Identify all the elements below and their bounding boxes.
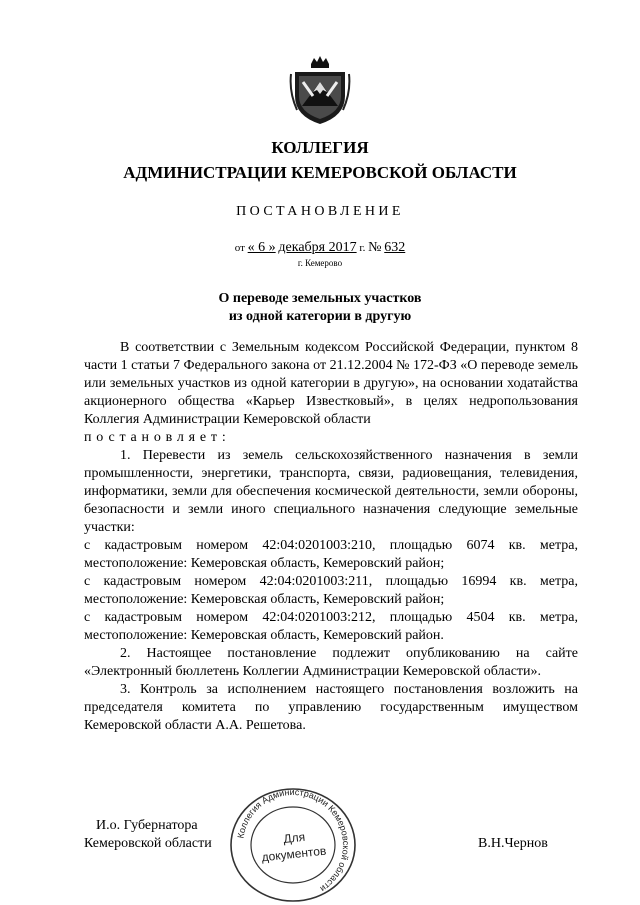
document-type: ПОСТАНОВЛЕНИЕ (236, 204, 404, 219)
header-line-2: АДМИНИСТРАЦИИ КЕМЕРОВСКОЙ ОБЛАСТИ (123, 163, 517, 182)
signatory-position-2: Кемеровской области (84, 836, 212, 851)
intro-paragraph: В соответствии с Земельным кодексом Российской Федерации, пунктом 8 части 1 статьи 7 Федерального закона от 21.12.2004 № 172-ФЗ «О переводе земель или земельных участков из одной категории в другую», на основании ходатайства акционерного общества «Карьер Известковый», в целях недропользования Коллегия Администрации Кемеровской области (84, 340, 578, 427)
parcel-1: с кадастровым номером 42:04:0201003:210, площадью 6074 кв. метра, местоположение: Кемеровская область, Кемеровский район; (84, 538, 578, 571)
date-day: « 6 » (247, 240, 276, 255)
official-stamp (226, 784, 360, 902)
signatory-position-1: И.о. Губернатора (96, 818, 198, 833)
parcel-2: с кадастровым номером 42:04:0201003:211, площадью 16994 кв. метра, местоположение: Кемеровская область, Кемеровский район; (84, 574, 578, 607)
coat-of-arms-emblem (289, 52, 351, 126)
stamp-center-line-1: Для (282, 829, 306, 846)
title-line-1: О переводе земельных участков (218, 291, 422, 306)
document-body (84, 339, 578, 735)
title-line-2: из одной категории в другую (228, 309, 412, 324)
signatory-name: В.Н.Чернов (478, 836, 548, 851)
city: г. Кемерово (297, 258, 343, 268)
stamp-center-line-2: документов (260, 843, 327, 865)
date-month-year: декабря 2017 (278, 240, 357, 255)
item-2: 2. Настоящее постановление подлежит опубликованию на сайте «Электронный бюллетень Коллегии Администрации Кемеровской области». (84, 646, 578, 679)
document-title (0, 290, 640, 326)
dateline (0, 240, 640, 256)
number-sign: № (368, 240, 382, 255)
item-3: 3. Контроль за исполнением настоящего постановления возложить на председателя комитета по управлению государственным имуществом Кемеровской области А.А. Решетова. (84, 682, 578, 733)
document-number: 632 (384, 240, 406, 255)
date-suffix: г. (359, 242, 366, 254)
item-1: 1. Перевести из земель сельскохозяйственного назначения в земли промышленности, энергетики, транспорта, связи, радиовещания, телевидения, информатики, земли для обеспечения космической деятельности, земли обороны, безопасности и земли иного специального назначения следующие земельные участки: (84, 448, 578, 535)
header-line-1: КОЛЛЕГИЯ (271, 138, 369, 157)
decree-word: постановляет: (84, 430, 231, 445)
parcel-3: с кадастровым номером 42:04:0201003:212, площадью 4504 кв. метра, местоположение: Кемеровская область, Кемеровский район. (84, 610, 578, 643)
date-prefix: от (234, 242, 245, 254)
stamp-ring-text: Коллегия Администрации Кемеровской области (235, 786, 352, 895)
